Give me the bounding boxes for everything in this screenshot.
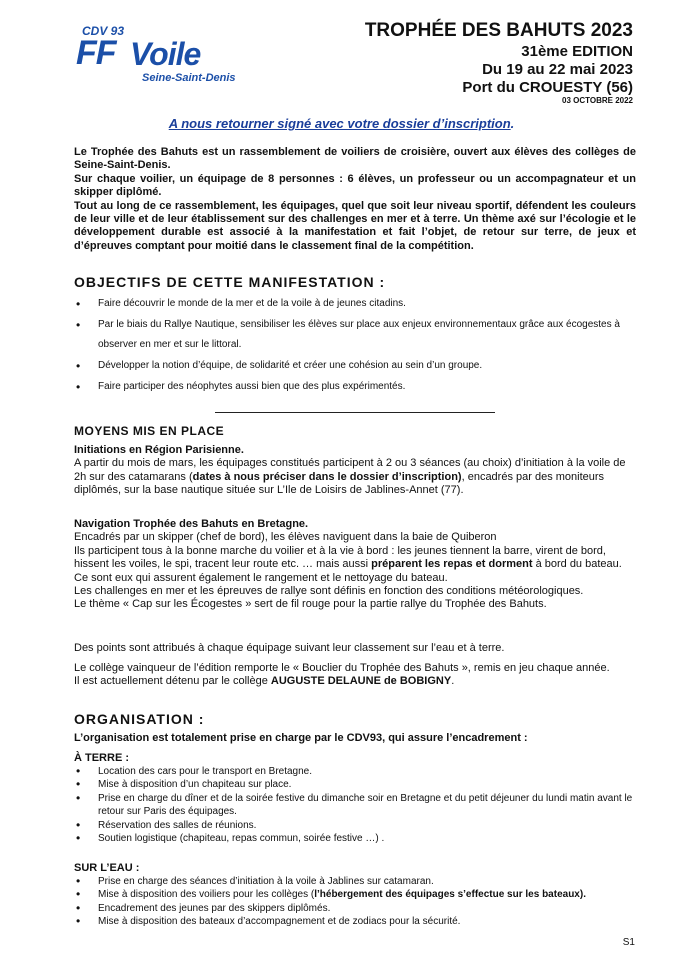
moyens-heading: MOYENS MIS EN PLACE: [74, 424, 225, 438]
header-block: [365, 20, 633, 105]
list-item: • Faire participer des néophytes aussi bien que des plus expérimentés.: [74, 377, 636, 397]
objectifs-heading: OBJECTIFS DE CETTE MANIFESTATION :: [74, 274, 386, 290]
navigation-line: Le thème « Cap sur les Écogestes » sert de fil rouge pour la partie rallye du Trophée des Bahuts.: [74, 598, 547, 611]
return-notice: A nous retourner signé avec votre dossier d’inscription.: [168, 116, 515, 131]
organisation-lead: L’organisation est totalement prise en charge par le CDV93, qui assure l’encadrement :: [74, 732, 528, 744]
initiations-text: A partir du mois de mars, les équipages constitués participent à 2 ou 3 séances (au choix) d’initiation à la voile de 2h sur des catamarans (dates à nous préciser dans le dossier d’inscription), encadrés par des moniteurs diplômés, sur la base nautique située sur L’Ile de Loisirs de Jablines-Annet (77).: [74, 457, 626, 497]
doc-date: 03 OCTOBRE 2022: [562, 96, 633, 105]
intro-line: Le Trophée des Bahuts est un rassemblement de voiliers de croisière, ouvert aux élèves des collèges de Seine-Saint-Denis.: [74, 146, 636, 172]
winner-block: [74, 662, 636, 689]
list-item: • Encadrement des jeunes par des skippers diplômés.: [74, 902, 636, 915]
terre-list: [74, 765, 636, 845]
objectifs-list: [74, 294, 636, 398]
logo-cdv: CDV 93: [82, 24, 125, 38]
list-item: • Réservation des salles de réunions.: [74, 819, 636, 832]
logo-voile: Voile: [130, 36, 201, 72]
list-item: • Prise en charge du dîner et de la soirée festive du dimanche soir en Bretagne et du petit déjeuner du lundi matin avant le retour sur Paris des équipages.: [74, 792, 636, 819]
list-item: • Mise à disposition des bateaux d’accompagnement et de zodiacs pour la sécurité.: [74, 915, 636, 928]
points-text: Des points sont attribués à chaque équipage suivant leur classement sur l’eau et à terre.: [74, 642, 505, 654]
divider: [215, 412, 495, 413]
intro-line: Sur chaque voilier, un équipage de 8 personnes : 6 élèves, un professeur ou un accompagnateur et un skipper diplômé.: [74, 172, 636, 199]
intro-text: [74, 146, 636, 253]
list-item: • Mise à disposition des voiliers pour les collèges (l’hébergement des équipages s’effectue sur les bateaux).: [74, 888, 636, 901]
doc-title: TROPHÉE DES BAHUTS 2023: [364, 20, 633, 41]
eau-list: [74, 875, 636, 929]
list-item: • Mise à disposition d’un chapiteau sur place.: [74, 778, 636, 791]
winner-line: Il est actuellement détenu par le collège AUGUSTE DELAUNE de BOBIGNY.: [74, 675, 455, 688]
navigation-block: [74, 518, 636, 612]
list-item: • Faire découvrir le monde de la mer et de la voile à de jeunes citadins.: [74, 294, 636, 314]
navigation-title: Navigation Trophée des Bahuts en Bretagne.: [74, 518, 309, 530]
navigation-line: Les challenges en mer et les épreuves de rallye sont définis en fonction des conditions météorologiques.: [74, 585, 584, 598]
logo-ff: FF: [76, 34, 116, 72]
intro-line: Tout au long de ce rassemblement, les équipages, quel que soit leur niveau sportif, défendent les couleurs de leur ville et de leur établissement sur des challenges en mer et à terre. Un thème axé sur l’écologie et le développement durable est associé à la manifestation et fait l’objet, de retour sur terre, de jeux et d’épreuves comptant pour moitié dans le classement final de la compétition.: [74, 199, 636, 252]
logo-subtitle: Seine-Saint-Denis: [142, 72, 236, 84]
list-item: • Développer la notion d’équipe, de solidarité et créer une cohésion au sein d’un groupe.: [74, 356, 636, 376]
event-port: Port du CROUESTY (56): [462, 79, 633, 96]
winner-line: Le collège vainqueur de l’édition remporte le « Bouclier du Trophée des Bahuts », remis en jeu chaque année.: [74, 662, 610, 674]
initiations-title: Initiations en Région Parisienne.: [74, 444, 244, 456]
organisation-heading: ORGANISATION :: [74, 711, 205, 727]
list-item: • Soutien logistique (chapiteau, repas commun, soirée festive …) .: [74, 832, 636, 845]
terre-heading: À TERRE :: [74, 752, 129, 764]
navigation-line: Ils participent tous à la bonne marche du voilier et à la vie à bord : les jeunes tiennent la barre, virent de bord, hissent les voiles, le spi, tracent leur route etc. … mais aussi préparent les repas et dorment à bord du bateau.: [74, 544, 622, 571]
navigation-line: Ce sont eux qui assurent également le rangement et le nettoyage du bateau.: [74, 571, 448, 584]
page-number: S1: [622, 937, 635, 948]
initiations-block: [74, 444, 636, 498]
list-item: • Location des cars pour le transport en Bretagne.: [74, 765, 636, 778]
eau-heading: SUR L’EAU :: [74, 862, 140, 874]
list-item: • Par le biais du Rallye Nautique, sensibiliser les élèves sur place aux enjeux environnementaux grâce aux écogestes à observer en mer et sur le littoral.: [74, 315, 636, 355]
navigation-line: Encadrés par un skipper (chef de bord), les élèves naviguent dans la baie de Quiberon: [74, 531, 497, 544]
event-dates: Du 19 au 22 mai 2023: [482, 61, 633, 78]
list-item: • Prise en charge des séances d’initiation à la voile à Jablines sur catamaran.: [74, 875, 636, 888]
cdv93-logo: [68, 22, 238, 90]
doc-edition: 31ème EDITION: [521, 43, 633, 60]
